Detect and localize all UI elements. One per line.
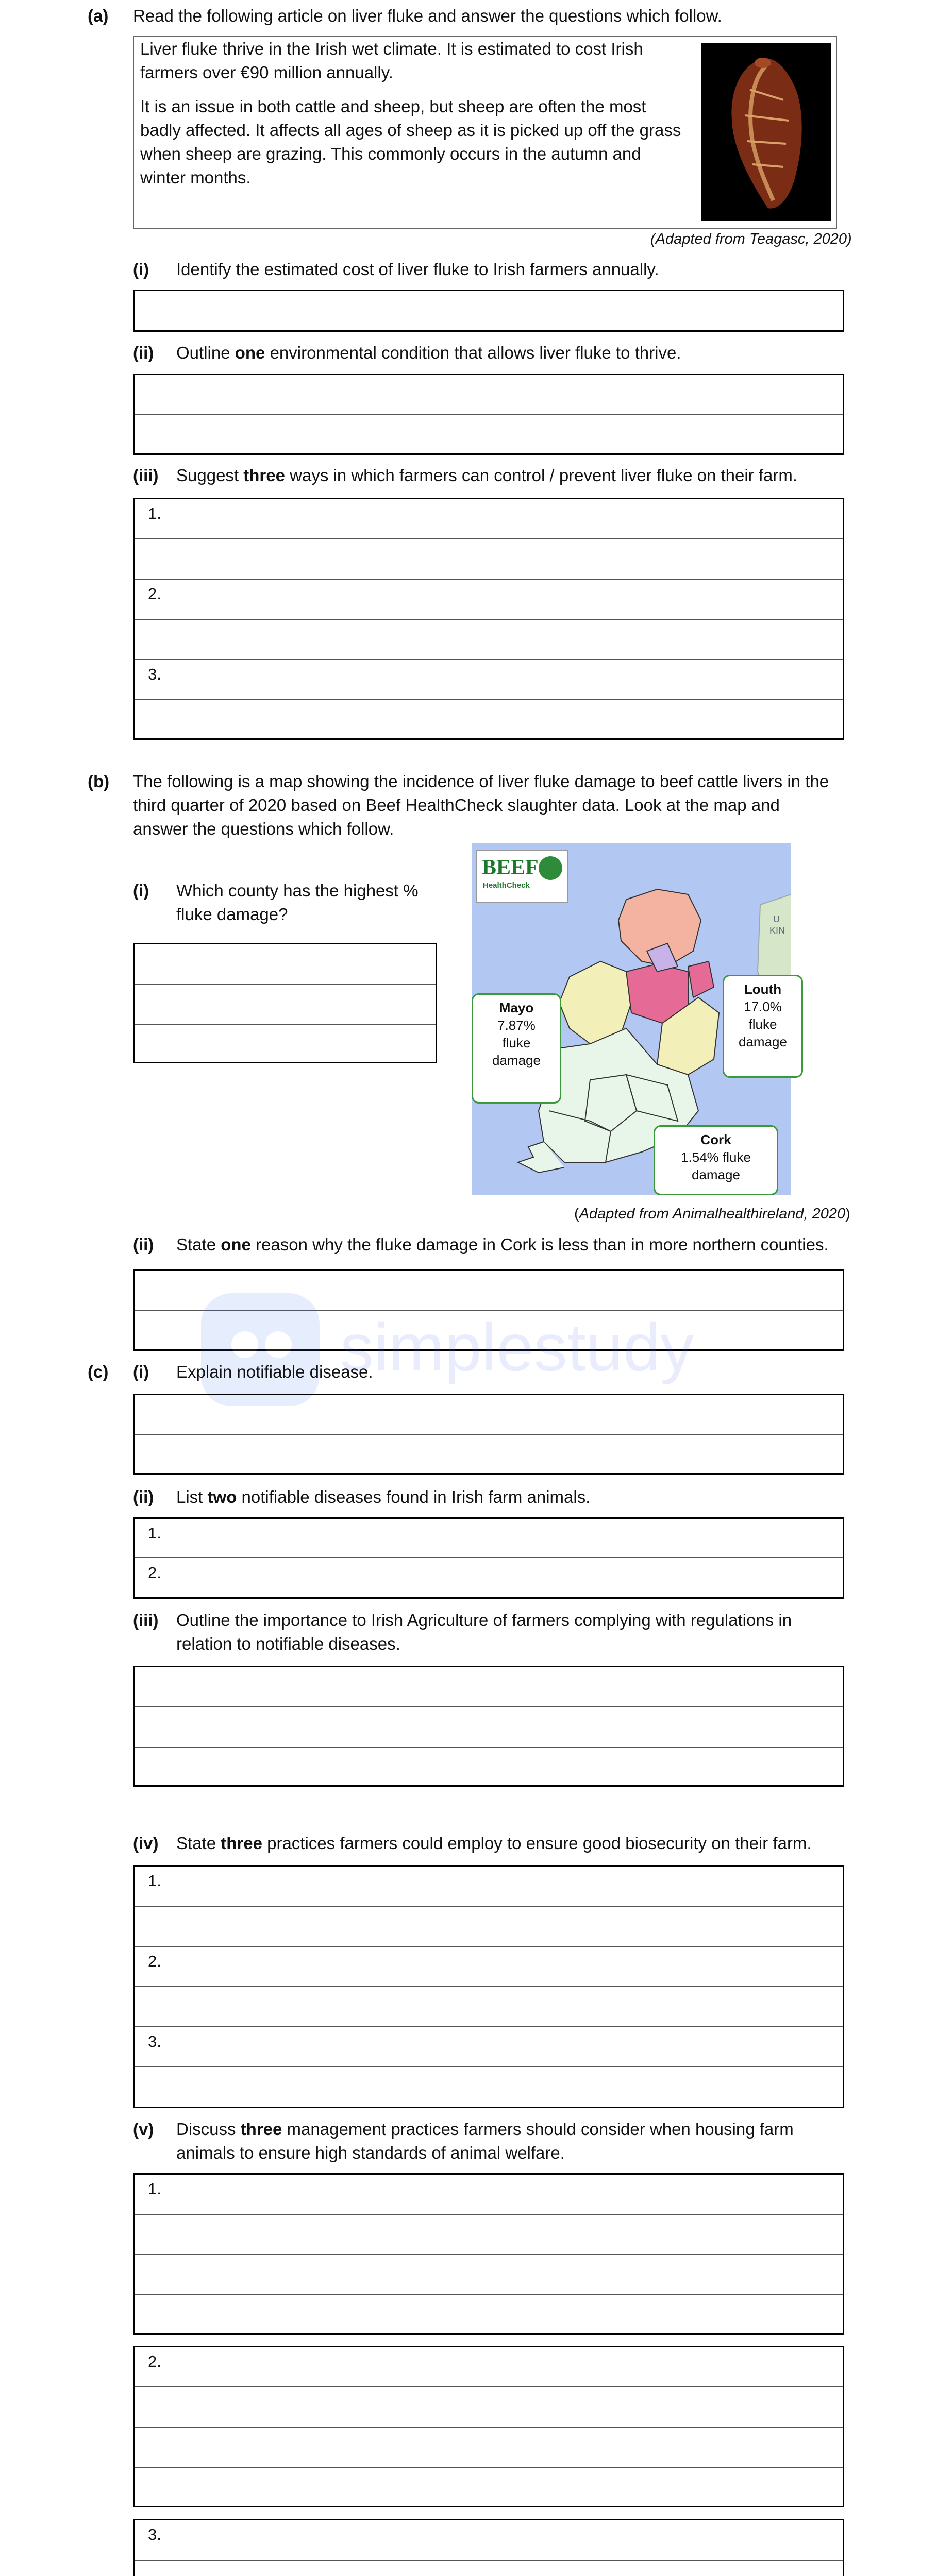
answer-box-c-iii[interactable] — [133, 1666, 844, 1787]
uk-label-1: U — [773, 914, 780, 924]
article-source: (Adapted from Teagasc, 2020) — [650, 231, 852, 247]
answer-box-c-ii[interactable] — [133, 1517, 844, 1599]
answer-line[interactable] — [135, 415, 843, 453]
answer-number: 2. — [148, 1564, 161, 1582]
answer-line[interactable] — [135, 2561, 843, 2576]
answer-number: 3. — [148, 665, 161, 683]
answer-box-c-iv[interactable] — [133, 1865, 844, 2108]
answer-line[interactable] — [135, 2067, 843, 2107]
answer-line[interactable] — [135, 1748, 843, 1785]
article-paragraph-2: It is an issue in both cattle and sheep, but sheep are often the most badly affected. It affects all ages of sheep as it is picked up off the grass when sheep are grazing. This commonly occurs in the autumn and winter months. — [140, 97, 681, 187]
q-a-iii-text: Suggest three ways in which farmers can control / prevent liver fluke on their farm. — [176, 466, 798, 485]
answer-number: 2. — [148, 1952, 161, 1970]
article-paragraph-1: Liver fluke thrive in the Irish wet climate. It is estimated to cost Irish farmers over €90 million annually. — [140, 39, 643, 82]
part-a-intro: Read the following article on liver fluke and answer the questions which follow. — [133, 6, 722, 25]
q-b-i-text: Which county has the highest % fluke damage? — [176, 881, 419, 924]
q-c-v-label: (v) — [133, 2120, 154, 2139]
answer-line[interactable] — [135, 985, 436, 1025]
fluke-damage-map — [472, 843, 791, 1195]
answer-box-c-i[interactable] — [133, 1394, 844, 1475]
answer-line[interactable] — [135, 2295, 843, 2333]
answer-number: 3. — [148, 2032, 161, 2050]
simplestudy-watermark — [201, 1288, 742, 1412]
q-b-ii-label: (ii) — [133, 1235, 154, 1254]
q-c-v-text: Discuss three management practices farmers should consider when housing farm animals to ensure high standards of animal welfare. — [176, 2120, 794, 2162]
q-a-ii-text: Outline one environmental condition that allows liver fluke to thrive. — [176, 343, 681, 362]
answer-line[interactable] — [135, 2255, 843, 2295]
answer-number: 1. — [148, 1872, 161, 1890]
answer-line[interactable] — [135, 2347, 843, 2387]
answer-line[interactable] — [135, 291, 843, 330]
answer-line[interactable] — [135, 1907, 843, 1947]
q-c-ii-text: List two notifiable diseases found in Irish farm animals. — [176, 1487, 591, 1506]
q-c-ii-label: (ii) — [133, 1487, 154, 1506]
answer-line[interactable] — [135, 944, 436, 985]
answer-line[interactable] — [135, 1867, 843, 1907]
answer-number: 1. — [148, 1524, 161, 1542]
answer-box-a-iii[interactable] — [133, 498, 844, 740]
part-b-intro: The following is a map showing the incidence of liver fluke damage to beef cattle livers in the third quarter of 2020 based on Beef HealthCheck slaughter data. Look at the map and answer the questions which follow. — [133, 772, 829, 838]
answer-line[interactable] — [135, 1987, 843, 2027]
answer-line[interactable] — [135, 2027, 843, 2067]
answer-line[interactable] — [135, 499, 843, 539]
answer-number: 1. — [148, 2180, 161, 2198]
answer-line[interactable] — [135, 700, 843, 738]
q-c-iv-text: State three practices farmers could employ to ensure good biosecurity on their farm. — [176, 1834, 812, 1853]
cork-callout: Cork 1.54% fluke damage — [654, 1125, 778, 1195]
answer-line[interactable] — [135, 1947, 843, 1987]
part-c-label: (c) — [88, 1362, 109, 1381]
map-source: (Adapted from Animalhealthireland, 2020) — [574, 1206, 850, 1222]
answer-number: 2. — [148, 585, 161, 603]
part-a-label: (a) — [88, 6, 109, 25]
answer-box-c-v-2[interactable] — [133, 2346, 844, 2507]
q-c-iii-label: (iii) — [133, 1611, 159, 1630]
answer-line[interactable] — [135, 2175, 843, 2215]
answer-line[interactable] — [135, 660, 843, 700]
liver-fluke-image — [701, 43, 831, 221]
q-c-i-text: Explain notifiable disease. — [176, 1362, 373, 1381]
answer-box-c-v-1[interactable] — [133, 2173, 844, 2335]
answer-box-c-v-3[interactable] — [133, 2519, 844, 2576]
q-a-ii-label: (ii) — [133, 343, 154, 362]
q-b-i-label: (i) — [133, 881, 149, 900]
answer-number: 3. — [148, 2526, 161, 2544]
answer-box-a-i[interactable] — [133, 290, 844, 332]
answer-line[interactable] — [135, 620, 843, 660]
answer-line[interactable] — [135, 1025, 436, 1062]
answer-box-a-ii[interactable] — [133, 374, 844, 455]
logo-badge-icon — [539, 856, 562, 880]
article-box — [133, 36, 837, 229]
q-c-i-label: (i) — [133, 1362, 149, 1381]
answer-box-b-i[interactable] — [133, 943, 437, 1063]
beef-healthcheck-logo: BEEF HealthCheck — [476, 850, 568, 903]
louth-callout: Louth 17.0% fluke damage — [723, 975, 803, 1078]
answer-line[interactable] — [135, 1395, 843, 1435]
answer-line[interactable] — [135, 1519, 843, 1558]
answer-line[interactable] — [135, 1667, 843, 1707]
answer-line[interactable] — [135, 2428, 843, 2468]
q-a-i-text: Identify the estimated cost of liver fluke to Irish farmers annually. — [176, 260, 659, 279]
answer-line[interactable] — [135, 2468, 843, 2506]
answer-line[interactable] — [135, 1435, 843, 1473]
answer-line[interactable] — [135, 580, 843, 620]
answer-line[interactable] — [135, 2387, 843, 2428]
answer-number: 1. — [148, 504, 161, 522]
uk-label-2: KIN — [769, 925, 785, 936]
answer-line[interactable] — [135, 539, 843, 580]
q-c-iii-text: Outline the importance to Irish Agriculture of farmers complying with regulations in relation to notifiable diseases. — [176, 1611, 792, 1653]
answer-line[interactable] — [135, 2215, 843, 2255]
part-b-label: (b) — [88, 772, 110, 791]
svg-text:simplestudy: simplestudy — [340, 1310, 694, 1385]
q-a-iii-label: (iii) — [133, 466, 159, 485]
answer-line[interactable] — [135, 1707, 843, 1748]
mayo-callout: Mayo 7.87% fluke damage — [472, 993, 561, 1104]
answer-line[interactable] — [135, 375, 843, 415]
q-a-i-label: (i) — [133, 260, 149, 279]
answer-line[interactable] — [135, 2520, 843, 2561]
q-c-iv-label: (iv) — [133, 1834, 159, 1853]
q-b-ii-text: State one reason why the fluke damage in Cork is less than in more northern counties. — [176, 1235, 829, 1254]
answer-line[interactable] — [135, 1558, 843, 1597]
answer-number: 2. — [148, 2352, 161, 2370]
